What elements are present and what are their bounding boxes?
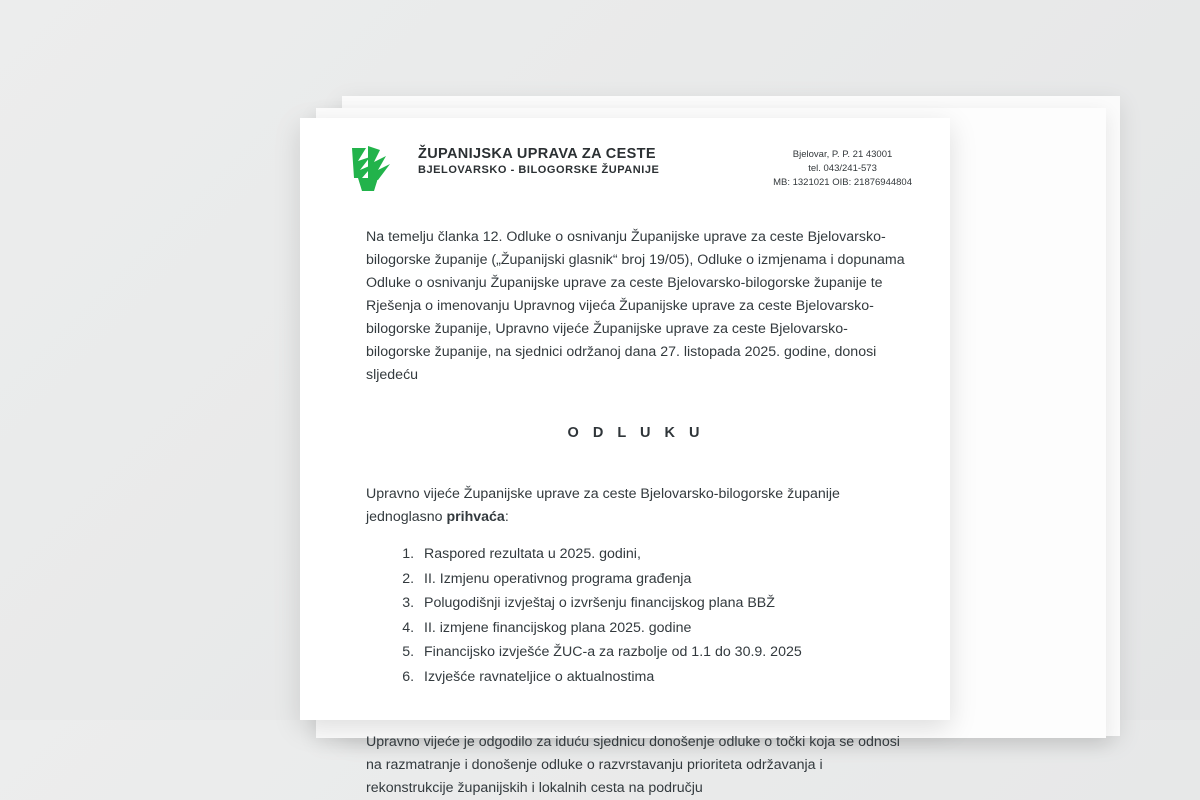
organization-name: ŽUPANIJSKA UPRAVA ZA CESTE xyxy=(418,146,656,162)
contact-block xyxy=(773,142,916,189)
contact-phone: tel. 043/241-573 xyxy=(808,162,877,174)
list-item: 1. Raspored rezultata u 2025. godini, xyxy=(418,543,906,567)
document-page xyxy=(300,118,950,797)
contact-ids: MB: 1321021 OIB: 21876944804 xyxy=(773,176,912,188)
lead-text-before: Upravno vijeće Županijske uprave za ceste Bjelovarsko-bilogorske županije jednoglasno xyxy=(366,486,840,525)
letterhead xyxy=(300,118,950,196)
list-item: 2. II. Izmjenu operativnog programa građenja xyxy=(418,568,906,592)
zuc-logo-icon xyxy=(344,144,398,196)
decision-items-list xyxy=(366,543,906,689)
organization-block xyxy=(418,142,659,176)
document-body xyxy=(300,196,950,800)
decision-title: O D L U K U xyxy=(567,425,705,441)
list-item: 4. II. izmjene financijskog plana 2025. godine xyxy=(418,617,906,641)
lead-paragraph xyxy=(366,483,906,529)
closing-paragraph: Upravno vijeće je odgodilo za iduću sjednicu donošenje odluke o točki koja se odnosi na razmatranje i donošenje odluke o razvrstavanju prioriteta održavanja i rekonstrukcije županijskih i lokalnih cesta na području xyxy=(366,734,900,797)
lead-text-after: : xyxy=(504,509,509,525)
list-item: 6. Izvješće ravnateljice o aktualnostima xyxy=(418,666,906,690)
list-item: 3. Polugodišnji izvještaj o izvršenju financijskog plana BBŽ xyxy=(418,592,906,616)
organization-subtitle: BJELOVARSKO - BILOGORSKE ŽUPANIJE xyxy=(418,164,660,176)
list-item: 5. Financijsko izvješće ŽUC-a za razbolje od 1.1 do 30.9. 2025 xyxy=(418,641,906,665)
lead-emphasis: prihvaća xyxy=(446,509,505,525)
intro-paragraph: Na temelju članka 12. Odluke o osnivanju Županijske uprave za ceste Bjelovarsko-bilogorske županije („Županijski glasnik“ broj 19/05), Odluke o izmjenama i dopunama Odluke o osnivanju Županijske uprave za ceste Bjelovarsko-bilogorske županije te Rješenja o imenovanju Upravnog vijeća Županijske uprave za ceste Bjelovarsko-bilogorske županije, Upravno vijeće Županijske uprave za ceste Bjelovarsko-bilogorske županije, na sjednici održanoj dana 27. listopada 2025. godine, donosi sljedeću xyxy=(366,229,905,383)
contact-address: Bjelovar, P. P. 21 43001 xyxy=(792,149,893,160)
